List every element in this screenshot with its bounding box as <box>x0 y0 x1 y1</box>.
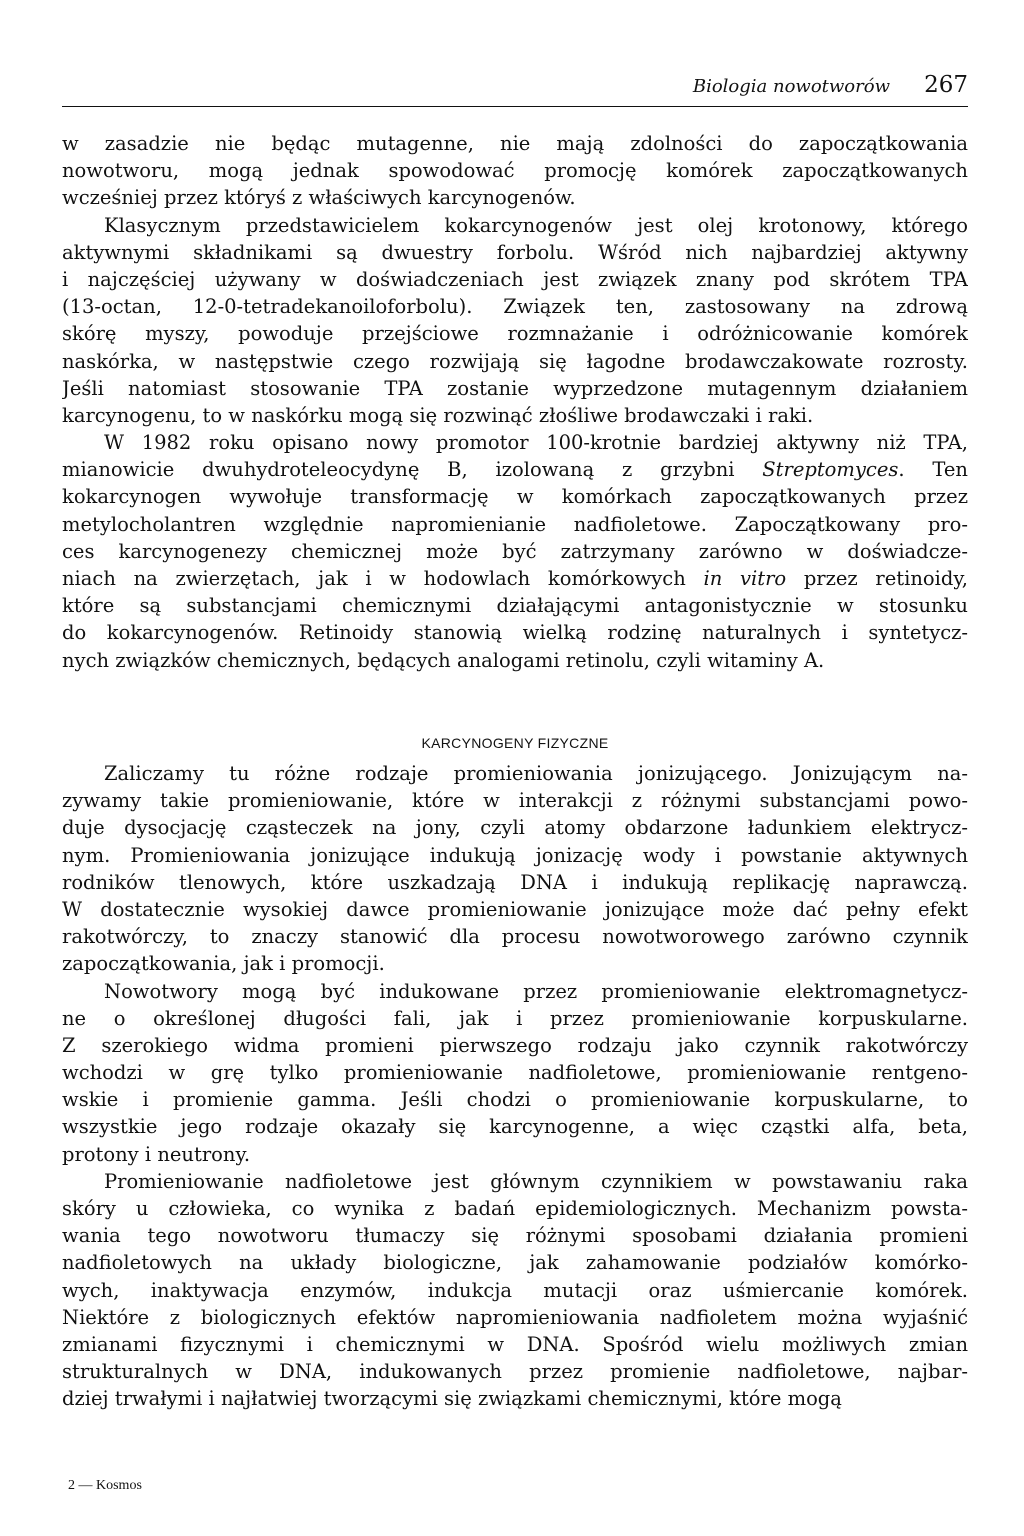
text-line: ne o określonej długości fali, jak i przez promieniowanie korpuskularne. <box>62 1006 968 1030</box>
text-line: protony i neutrony. <box>62 1142 251 1166</box>
text-line: zapoczątkowania, jak i promocji. <box>62 952 385 976</box>
text-line: nych związków chemicznych, będących analogami retinolu, czyli witaminy A. <box>62 648 825 672</box>
page-header <box>62 72 968 107</box>
text-line: zywamy takie promieniowanie, które w interakcji z różnymi substancjami powo- <box>62 789 968 813</box>
text-line: kokarcynogen wywołuje transformację w komórkach zapoczątkowanych przez <box>62 485 968 509</box>
text-line: wchodzi w grę tylko promieniowanie nadfioletowe, promieniowanie rentgeno- <box>62 1061 968 1085</box>
text-line: nym. Promieniowania jonizujące indukują jonizację wody i powstanie aktywnych <box>62 843 968 867</box>
text-line: skórę myszy, powoduje przejściowe rozmnażanie i odróżnicowanie komórek <box>62 322 968 346</box>
text-line: Zaliczamy tu różne rodzaje promieniowania jonizującego. Jonizującym na- <box>104 762 968 785</box>
text-line: wcześniej przez któryś z właściwych karcynogenów. <box>62 186 576 210</box>
text-line: w zasadzie nie będąc mutagenne, nie mają zdolności do zapoczątkowania <box>62 132 968 155</box>
book-page <box>62 0 968 1536</box>
text-line: skóry u człowieka, co wynika z badań epidemiologicznych. Mechanizm powsta- <box>62 1197 968 1220</box>
paragraph <box>62 760 968 1413</box>
text-line: zmianami fizycznymi i chemicznymi w DNA. Spośród wielu możliwych zmian <box>62 1332 968 1356</box>
section-heading: KARCYNOGENY FIZYCZNE <box>421 735 609 751</box>
text-line: (13-octan, 12-0-tetradekanoiloforbolu). Związek ten, zastosowany na zdrową <box>62 295 968 319</box>
body-text-2 <box>62 760 968 1413</box>
text-line: wskie i promienie gamma. Jeśli chodzi o promieniowanie korpuskularne, to <box>62 1088 968 1112</box>
text-line: wszystkie jego rodzaje okazały się karcynogenne, a więc cząstki alfa, beta, <box>62 1115 968 1139</box>
text-line: duje dysocjację cząsteczek na jony, czyli atomy obdarzone ładunkiem elektrycz- <box>62 816 968 840</box>
text-line: naskórka, w następstwie czego rozwijają się łagodne brodawczakowate rozrosty. <box>62 349 968 373</box>
text-line: Niektóre z biologicznych efektów napromieniowania nadfioletem można wyjaśnić <box>62 1305 968 1329</box>
page-number: 267 <box>924 72 968 98</box>
text-line: które są substancjami chemicznymi działającymi antagonistycznie w stosunku <box>62 594 968 618</box>
text-line: ces karcynogenezy chemicznej może być zatrzymany zarówno w doświadcze- <box>62 539 968 563</box>
text-line: wania tego nowotworu tłumaczy się różnymi sposobami działania promieni <box>62 1224 968 1248</box>
text-line: karcynogenu, to w naskórku mogą się rozwinąć złośliwe brodawczaki i raki. <box>62 403 814 427</box>
text-line: aktywnymi składnikami są dwuestry forbolu. Wśród nich najbardziej aktywny <box>62 240 968 264</box>
footer-signature: 2 — Kosmos <box>68 1478 142 1493</box>
text-line: dziej trwałymi i najłatwiej tworzącymi się związkami chemicznymi, które mogą <box>62 1387 842 1411</box>
text-line: W 1982 roku opisano nowy promotor 100-krotnie bardziej aktywny niż TPA, <box>104 431 968 455</box>
running-title: Biologia nowotworów <box>692 76 890 97</box>
body-text <box>62 130 968 674</box>
text-line: rodników tlenowych, które uszkadzają DNA i indukują replikację naprawczą. <box>62 870 968 894</box>
text-line: i najczęściej używany w doświadczeniach jest związek znany pod skrótem TPA <box>62 267 968 291</box>
text-line: Nowotwory mogą być indukowane przez promieniowanie elektromagnetycz- <box>104 979 968 1003</box>
paragraph <box>62 130 968 674</box>
text-line: niach na zwierzętach, jak i w hodowlach komórkowych in vitro przez retinoidy, <box>62 567 968 590</box>
text-line: strukturalnych w DNA, indukowanych przez promienie nadfioletowe, najbar- <box>62 1360 968 1384</box>
text-line: mianowicie dwuhydroteleocydynę B, izolowaną z grzybni Streptomyces. Ten <box>62 458 968 482</box>
text-line: Promieniowanie nadfioletowe jest głównym czynnikiem w powstawaniu raka <box>104 1169 968 1193</box>
text-line: metylocholantren względnie napromienianie nadfioletowe. Zapoczątkowany pro- <box>62 512 968 536</box>
text-line: Klasycznym przedstawicielem kokarcynogenów jest olej krotonowy, którego <box>104 213 968 237</box>
text-line: Z szerokiego widma promieni pierwszego rodzaju jako czynnik rakotwórczy <box>62 1033 968 1057</box>
text-line: nadfioletowych na układy biologiczne, jak zahamowanie podziałów komórko- <box>62 1251 968 1275</box>
text-line: rakotwórczy, to znaczy stanowić dla procesu nowotworowego zarówno czynnik <box>62 925 968 949</box>
text-line: wych, inaktywacja enzymów, indukcja mutacji oraz uśmiercanie komórek. <box>62 1278 968 1302</box>
text-line: do kokarcynogenów. Retinoidy stanowią wielką rodzinę naturalnych i syntetycz- <box>62 621 968 645</box>
text-line: W dostatecznie wysokiej dawce promieniowanie jonizujące może dać pełny efekt <box>62 897 968 921</box>
text-line: Jeśli natomiast stosowanie TPA zostanie wyprzedzone mutagennym działaniem <box>62 376 968 400</box>
text-line: nowotworu, mogą jednak spowodować promocję komórek zapoczątkowanych <box>62 159 968 183</box>
